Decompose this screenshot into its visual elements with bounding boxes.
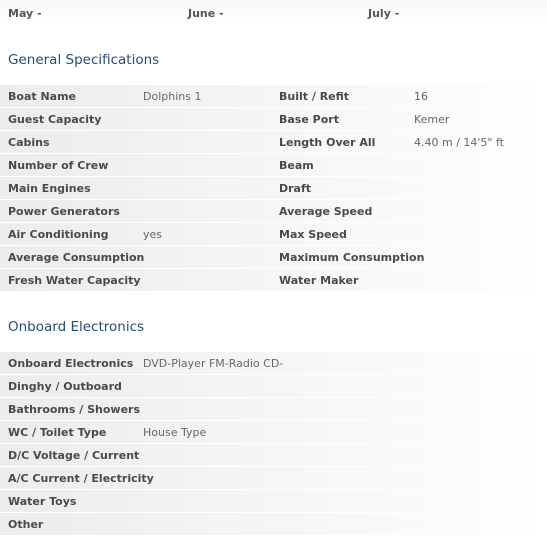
electronics-row xyxy=(0,352,547,375)
general-specifications-table xyxy=(0,85,547,292)
electronics-row xyxy=(0,444,547,467)
spec-value: Dolphins 1 xyxy=(143,90,202,103)
spec-row xyxy=(0,108,547,131)
spec-label: Guest Capacity xyxy=(8,113,102,126)
spec-label: Air Conditioning xyxy=(8,228,109,241)
electronics-row xyxy=(0,421,547,444)
electronics-row xyxy=(0,398,547,421)
general-specifications-title: General Specifications xyxy=(8,52,160,68)
spec-label: Average Consumption xyxy=(8,251,145,264)
spec-value: 4.40 m / 14'5" ft xyxy=(414,136,504,149)
electronics-value: DVD-Player FM-Radio CD- xyxy=(143,357,284,370)
spec-label: Length Over All xyxy=(279,136,376,149)
spec-label: Beam xyxy=(279,159,314,172)
spec-label: Max Speed xyxy=(279,228,347,241)
spec-row xyxy=(0,177,547,200)
electronics-label: D/C Voltage / Current xyxy=(8,449,140,462)
electronics-label: Dinghy / Outboard xyxy=(8,380,122,393)
spec-value: yes xyxy=(143,228,163,241)
month-july: July - xyxy=(368,7,400,20)
electronics-value: House Type xyxy=(143,426,207,439)
electronics-label: Other xyxy=(8,518,44,531)
onboard-electronics-title: Onboard Electronics xyxy=(8,319,145,335)
spec-row xyxy=(0,200,547,223)
spec-row xyxy=(0,223,547,246)
spec-label: Power Generators xyxy=(8,205,120,218)
spec-label: Built / Refit xyxy=(279,90,350,103)
spec-label: Water Maker xyxy=(279,274,359,287)
spec-label: Cabins xyxy=(8,136,50,149)
onboard-electronics-table xyxy=(0,352,547,536)
electronics-label: Onboard Electronics xyxy=(8,357,134,370)
month-june: June - xyxy=(188,7,224,20)
spec-row xyxy=(0,269,547,292)
electronics-label: WC / Toilet Type xyxy=(8,426,107,439)
spec-label: Fresh Water Capacity xyxy=(8,274,141,287)
spec-value: 16 xyxy=(414,90,428,103)
spec-label: Maximum Consumption xyxy=(279,251,425,264)
electronics-label: Water Toys xyxy=(8,495,77,508)
spec-row xyxy=(0,246,547,269)
spec-label: Boat Name xyxy=(8,90,77,103)
electronics-label: Bathrooms / Showers xyxy=(8,403,141,416)
spec-row xyxy=(0,85,547,108)
spec-label: Number of Crew xyxy=(8,159,109,172)
electronics-label: A/C Current / Electricity xyxy=(8,472,154,485)
spec-value: Kemer xyxy=(414,113,450,126)
spec-label: Average Speed xyxy=(279,205,373,218)
availability-months-bar xyxy=(0,0,547,24)
electronics-row xyxy=(0,375,547,398)
electronics-row xyxy=(0,513,547,536)
spec-label: Main Engines xyxy=(8,182,91,195)
spec-row xyxy=(0,131,547,154)
electronics-row xyxy=(0,490,547,513)
electronics-row xyxy=(0,467,547,490)
spec-label: Base Port xyxy=(279,113,339,126)
month-may: May - xyxy=(8,7,42,20)
spec-row xyxy=(0,154,547,177)
spec-label: Draft xyxy=(279,182,312,195)
